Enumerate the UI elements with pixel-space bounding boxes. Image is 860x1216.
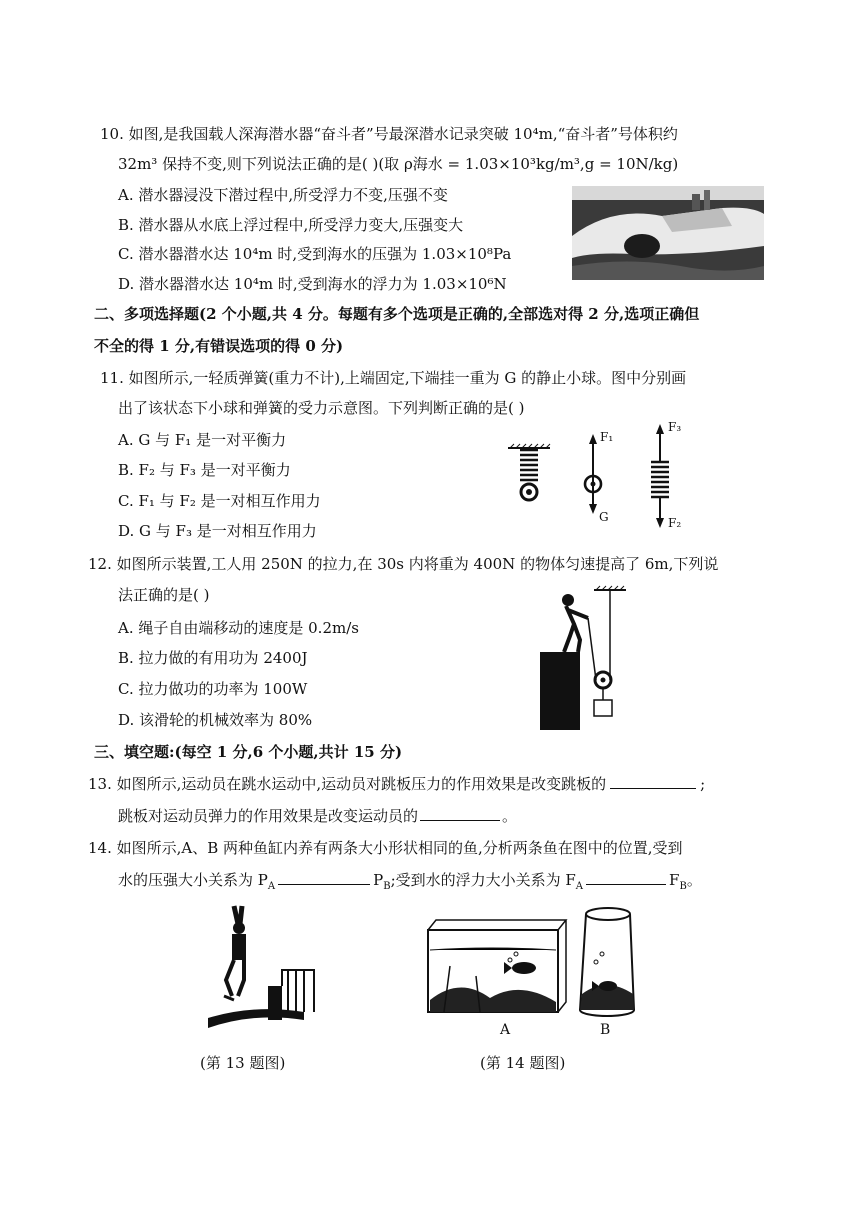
q14-line2 — [118, 870, 702, 897]
q11-stem-line1: 11. 如图所示,一轻质弹簧(重力不计),上端固定,下端挂一重为 G 的静止小球。图中分别画 — [100, 369, 687, 387]
q13-line1-end: ; — [700, 775, 706, 793]
label-g: G — [599, 510, 609, 524]
fish-tank-b — [576, 906, 636, 1018]
label-f1: F₁ — [600, 430, 614, 444]
section2-heading-line1: 二、多项选择题(2 个小题,共 4 分。每题有多个选项是正确的,全部选对得 2 分,选项正确但 — [94, 305, 700, 323]
q10-stem-line1: 10. 如图,是我国载人深海潜水器“奋斗者”号最深潜水记录突破 10⁴m,“奋斗者”号体积约 — [100, 125, 678, 143]
q14-text-fb: F — [669, 871, 680, 889]
q14-text-pa: 水的压强大小关系为 P — [118, 871, 268, 889]
fig13-caption: (第 13 题图) — [200, 1054, 286, 1072]
q13-line2-text: 跳板对运动员弹力的作用效果是改变运动员的 — [118, 807, 419, 825]
q11-option-a: A. G 与 F₁ 是一对平衡力 — [118, 431, 287, 449]
q10-option-b: B. 潜水器从水底上浮过程中,所受浮力变大,压强变大 — [118, 216, 464, 234]
q14-text-pb: P — [373, 871, 384, 889]
q14-line1: 14. 如图所示,A、B 两种鱼缸内养有两条大小形状相同的鱼,分析两条鱼在图中的位置,受到 — [88, 839, 683, 857]
q14-sub-a: A — [267, 881, 276, 892]
q14-blank-1[interactable] — [278, 870, 370, 885]
fig14-caption: (第 14 题图) — [480, 1054, 566, 1072]
q11-option-d: D. G 与 F₃ 是一对相互作用力 — [118, 522, 317, 540]
tank-b-label: B — [600, 1022, 611, 1038]
q11-option-c: C. F₁ 与 F₂ 是一对相互作用力 — [118, 492, 321, 510]
submersible-photo — [572, 186, 764, 280]
q12-option-a: A. 绳子自由端移动的速度是 0.2m/s — [118, 619, 359, 637]
label-f2: F₂ — [668, 516, 682, 530]
q13-line1-text: 13. 如图所示,运动员在跳水运动中,运动员对跳板压力的作用效果是改变跳板的 — [88, 775, 607, 793]
q14-blank-2[interactable] — [586, 870, 666, 885]
q12-stem-line1: 12. 如图所示装置,工人用 250N 的拉力,在 30s 内将重为 400N 的物体匀速提高了 6m,下列说 — [88, 555, 719, 573]
q14-line2-end: 。 — [686, 871, 702, 889]
section2-heading-line2: 不全的得 1 分,有错误选项的得 0 分) — [94, 337, 344, 355]
q13-line2 — [118, 806, 517, 826]
pulley-figure — [530, 584, 636, 732]
fish-tank-a — [420, 916, 570, 1016]
q13-blank-1[interactable] — [610, 774, 696, 789]
q13-blank-2[interactable] — [420, 806, 500, 821]
q13-line1 — [88, 774, 705, 794]
q12-stem-line2: 法正确的是( ) — [118, 586, 210, 604]
q14-sub-fa: A — [575, 881, 584, 892]
q10-option-c: C. 潜水器潜水达 10⁴m 时,受到海水的压强为 1.03×10⁸Pa — [118, 245, 512, 263]
diver-springboard-figure — [204, 900, 324, 1036]
q11-stem-line2: 出了该状态下小球和弹簧的受力示意图。下列判断正确的是( ) — [118, 399, 525, 417]
q14-sub-b: B — [383, 881, 391, 892]
spring-force-diagram — [500, 420, 710, 532]
tank-a-label: A — [500, 1022, 511, 1038]
q10-stem-line2: 32m³ 保持不变,则下列说法正确的是( )(取 ρ海水 = 1.03×10³kg/m³,g = 10N/kg) — [118, 155, 679, 173]
q12-option-d: D. 该滑轮的机械效率为 80% — [118, 711, 313, 729]
q13-line2-end: 。 — [502, 807, 518, 825]
q14-sub-fb: B — [679, 881, 687, 892]
section3-heading: 三、填空题:(每空 1 分,6 个小题,共计 15 分) — [94, 743, 403, 761]
q12-option-b: B. 拉力做的有用功为 2400J — [118, 649, 308, 667]
q10-option-d: D. 潜水器潜水达 10⁴m 时,受到海水的浮力为 1.03×10⁶N — [118, 275, 507, 293]
q14-text-fa: ;受到水的浮力大小关系为 F — [390, 871, 576, 889]
label-f3: F₃ — [668, 420, 682, 434]
q10-option-a: A. 潜水器浸没下潜过程中,所受浮力不变,压强不变 — [118, 186, 448, 204]
q12-option-c: C. 拉力做功的功率为 100W — [118, 680, 308, 698]
q11-option-b: B. F₂ 与 F₃ 是一对平衡力 — [118, 461, 291, 479]
